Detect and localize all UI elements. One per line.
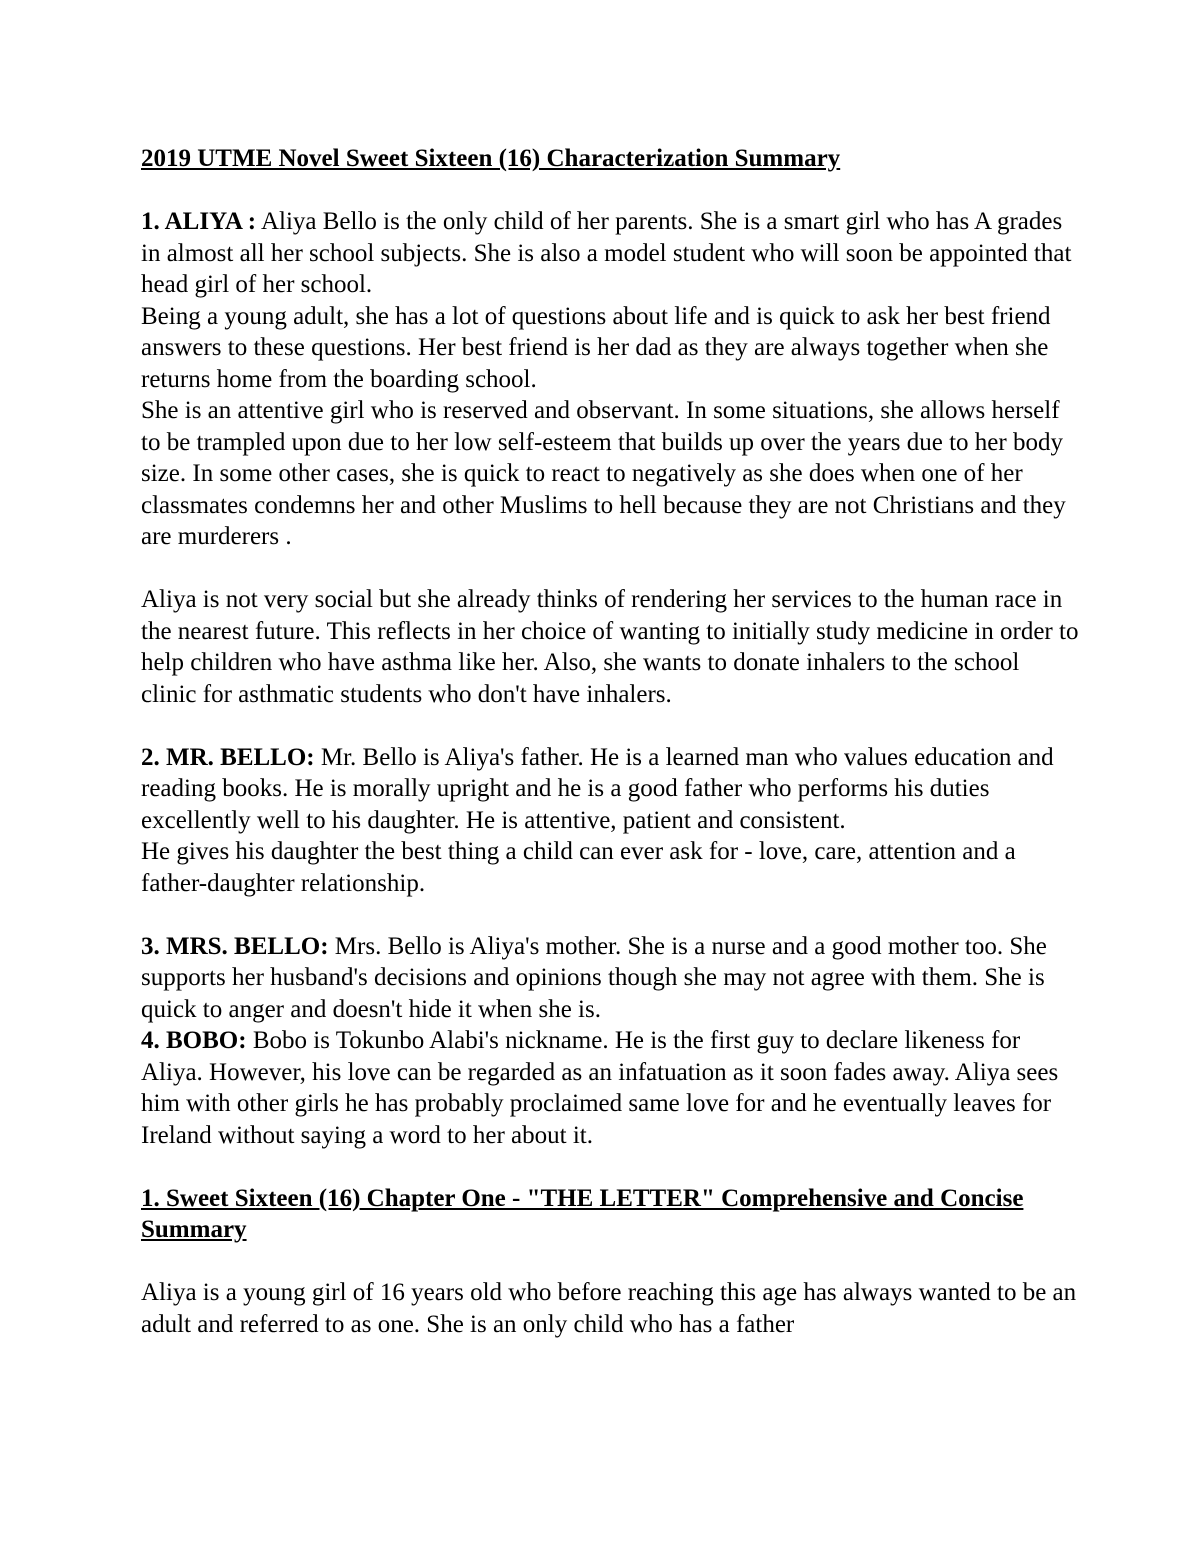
character-mrs-bello-label: 3. MRS. BELLO:: [141, 932, 329, 960]
character-aliya-text-3: She is an attentive girl who is reserved and observant. In some situations, she allows herself to be trampled upon due to her low self-esteem that builds up over the years due to her body size. In some other cases, she is quick to react to negatively as she does when one of her classmates condemns her and other Muslims to hell because they are not Christians and they are murderers .: [141, 397, 1066, 550]
character-bobo-intro: [141, 1025, 1081, 1151]
character-mr-bello-intro: [141, 742, 1081, 837]
character-bobo: [141, 1025, 1081, 1151]
character-aliya: [141, 206, 1081, 710]
spacer: [141, 710, 1081, 742]
spacer: [141, 175, 1081, 207]
character-mrs-bello-text-1: Mrs. Bello is Aliya's mother. She is a nurse and a good mother too. She supports her husband's decisions and opinions though she may not agree with them. She is quick to anger and doesn't hide it when she is.: [141, 932, 1047, 1023]
character-aliya-intro: [141, 206, 1081, 301]
character-aliya-label: 1. ALIYA :: [141, 208, 257, 235]
spacer: [141, 1246, 1081, 1278]
character-aliya-text-1: Aliya Bello is the only child of her parents. She is a smart girl who has A grades in almost all her school subjects. She is also a model student who will soon be appointed that head girl of her school.: [141, 208, 1072, 298]
character-bobo-text-1: Bobo is Tokunbo Alabi's nickname. He is the first guy to declare likeness for Aliya. However, his love can be regarded as an infatuation as it soon fades away. Aliya sees him with other girls he has probably proclaimed same love for and he eventually leaves for Ireland without saying a word to her about it.: [141, 1027, 1059, 1149]
character-mr-bello-label: 2. MR. BELLO:: [141, 743, 315, 771]
character-aliya-text-2: Being a young adult, she has a lot of questions about life and is quick to ask her best friend answers to these questions. Her best friend is her dad as they are always together when she returns home from the boarding school.: [141, 302, 1051, 393]
chapter-heading: 1. Sweet Sixteen (16) Chapter One - "THE LETTER" Comprehensive and Concise Summary: [141, 1184, 1024, 1243]
character-mr-bello: [141, 742, 1081, 900]
chapter-paragraph: Aliya is a young girl of 16 years old who before reaching this age has always wanted to be an adult and referred to as one. She is an only child who has a father: [141, 1279, 1077, 1338]
character-mr-bello-text-2: He gives his daughter the best thing a child can ever ask for - love, care, attention and a father-daughter relationship.: [141, 838, 1016, 897]
character-mr-bello-text-1: Mr. Bello is Aliya's father. He is a learned man who values education and reading books. He is morally upright and he is a good father who performs his duties excellently well to his daughter. He is attentive, patient and consistent.: [141, 743, 1054, 834]
spacer: [141, 899, 1081, 931]
spacer: [141, 553, 1081, 585]
character-bobo-label: 4. BOBO:: [141, 1027, 247, 1054]
character-mrs-bello-intro: [141, 931, 1081, 1026]
character-mrs-bello: [141, 931, 1081, 1026]
document-content: [141, 143, 1081, 1340]
document-title: 2019 UTME Novel Sweet Sixteen (16) Characterization Summary: [141, 145, 841, 172]
spacer: [141, 1151, 1081, 1183]
character-aliya-text-4: Aliya is not very social but she already thinks of rendering her services to the human race in the nearest future. This reflects in her choice of wanting to initially study medicine in order to help children who have asthma like her. Also, she wants to donate inhalers to the school clinic for asthmatic students who don't have inhalers.: [141, 586, 1079, 708]
